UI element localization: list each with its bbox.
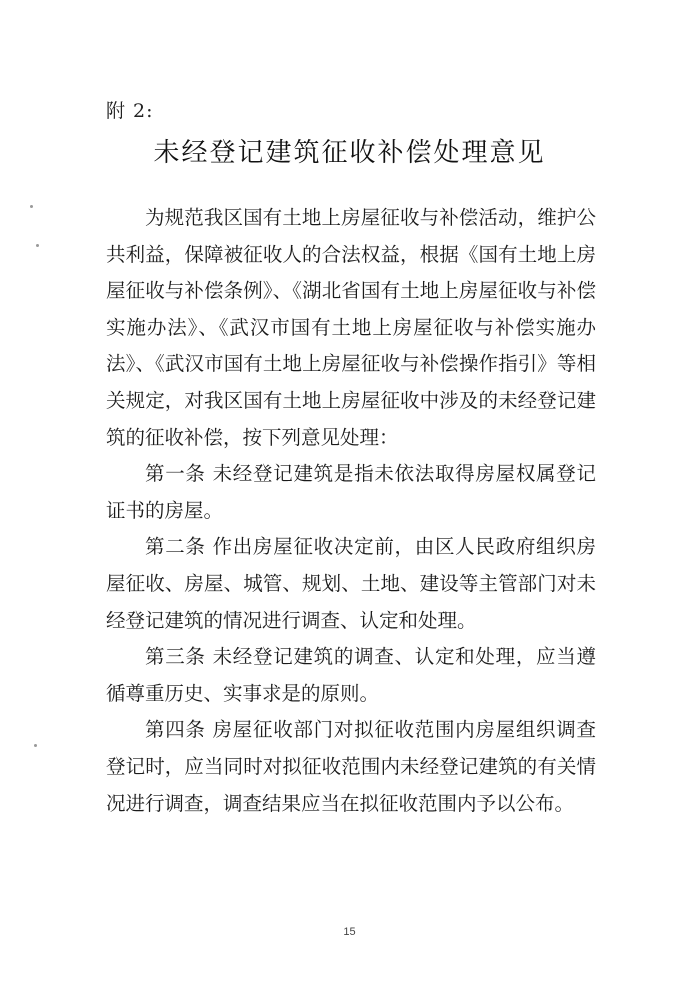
document-body xyxy=(106,200,596,822)
article-3: 第三条 未经登记建筑的调查、认定和处理，应当遵循尊重历史、实事求是的原则。 xyxy=(106,645,596,705)
margin-speck xyxy=(30,205,33,208)
paragraph-intro: 为规范我区国有土地上房屋征收与补偿活动，维护公共利益，保障被征收人的合法权益，根据《国有土地上房屋征收与补偿条例》、《湖北省国有土地上房屋征收与补偿实施办法》、《武汉市国有土地上房屋征收与补偿实施办法》、《武汉市国有土地上房屋征收与补偿操作指引》等相关规定，对我区国有土地上房屋征收中涉及的未经登记建筑的征收补偿，按下列意见处理： xyxy=(106,206,596,449)
article-2: 第二条 作出房屋征收决定前，由区人民政府组织房屋征收、房屋、城管、规划、土地、建设等主管部门对未经登记建筑的情况进行调查、认定和处理。 xyxy=(106,535,596,632)
attachment-label: 附 2: xyxy=(106,100,154,122)
document-title: 未经登记建筑征收补偿处理意见 xyxy=(153,138,546,168)
article-1: 第一条 未经登记建筑是指未依法取得房屋权属登记证书的房屋。 xyxy=(106,462,596,522)
article-4: 第四条 房屋征收部门对拟征收范围内房屋组织调查登记时，应当同时对拟征收范围内未经登记建筑的有关情况进行调查，调查结果应当在拟征收范围内予以公布。 xyxy=(106,718,596,815)
margin-speck xyxy=(34,744,37,747)
margin-speck xyxy=(36,244,39,247)
page-number: 15 xyxy=(343,926,356,938)
